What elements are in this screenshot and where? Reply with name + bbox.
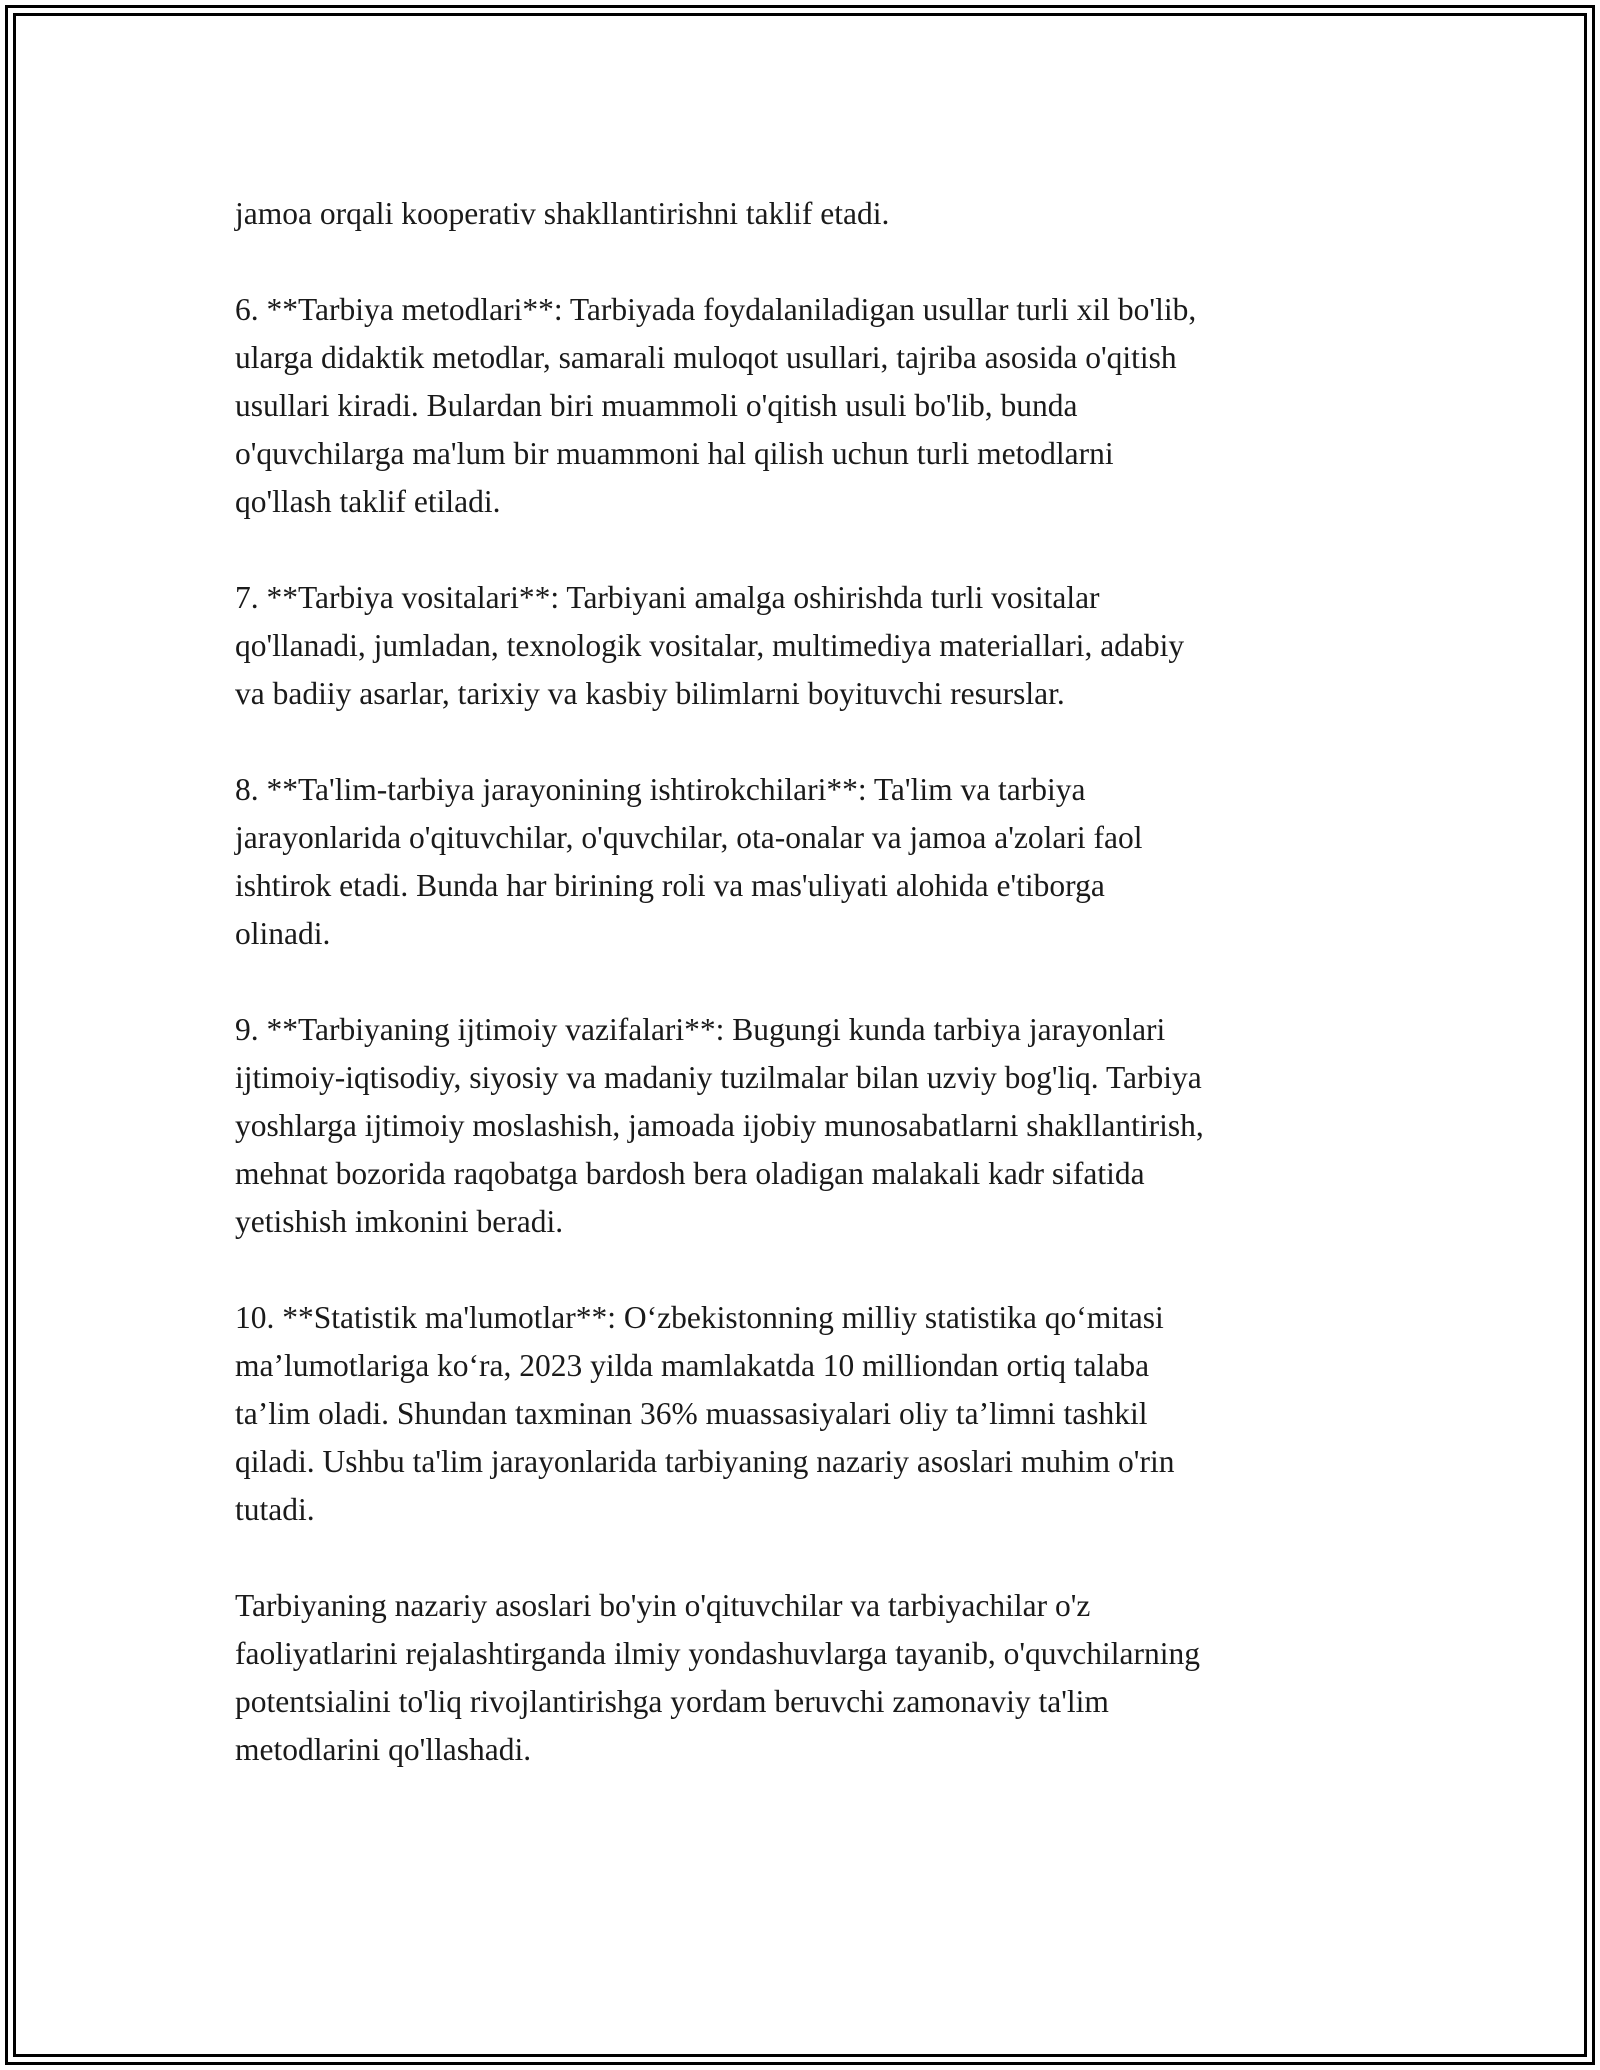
text-line: ularga didaktik metodlar, samarali muloqot usullari, tajriba asosida o'qitish bbox=[235, 340, 1177, 375]
text-line: Tarbiyaning nazariy asoslari bo'yin o'qituvchilar va tarbiyachilar o'z bbox=[235, 1588, 1091, 1623]
text-line: jarayonlarida o'qituvchilar, o'quvchilar, ota-onalar va jamoa a'zolari faol bbox=[235, 820, 1143, 855]
text-line: ijtimoiy-iqtisodiy, siyosiy va madaniy tuzilmalar bilan uzviy bog'liq. Tarbiya bbox=[235, 1060, 1202, 1095]
text-line: qo'llash taklif etiladi. bbox=[235, 484, 501, 519]
text-line: tutadi. bbox=[235, 1492, 315, 1527]
text-line: ma’lumotlariga koʻra, 2023 yilda mamlakatda 10 milliondan ortiq talaba bbox=[235, 1348, 1150, 1383]
text-line: 10. **Statistik ma'lumotlar**: Oʻzbekistonning milliy statistika qoʻmitasi bbox=[235, 1300, 1164, 1335]
text-line: yetishish imkonini beradi. bbox=[235, 1204, 564, 1239]
text-line: ta’lim oladi. Shundan taxminan 36% muassasiyalari oliy ta’limni tashkil bbox=[235, 1396, 1148, 1431]
text-line: potentsialini to'liq rivojlantirishga yordam beruvchi zamonaviy ta'lim bbox=[235, 1684, 1109, 1719]
text-line: 7. **Tarbiya vositalari**: Tarbiyani amalga oshirishda turli vositalar bbox=[235, 580, 1100, 615]
document-body bbox=[235, 190, 1385, 1774]
text-line: qo'llanadi, jumladan, texnologik vositalar, multimediya materiallari, adabiy bbox=[235, 628, 1185, 663]
text-line: o'quvchilarga ma'lum bir muammoni hal qilish uchun turli metodlarni bbox=[235, 436, 1114, 471]
text-line: 6. **Tarbiya metodlari**: Tarbiyada foydalaniladigan usullar turli xil bo'lib, bbox=[235, 292, 1197, 327]
text-line: jamoa orqali kooperativ shakllantirishni taklif etadi. bbox=[235, 196, 890, 231]
paragraph bbox=[235, 1006, 1385, 1246]
text-line: 9. **Tarbiyaning ijtimoiy vazifalari**: Bugungi kunda tarbiya jarayonlari bbox=[235, 1012, 1166, 1047]
text-line: yoshlarga ijtimoiy moslashish, jamoada ijobiy munosabatlarni shakllantirish, bbox=[235, 1108, 1204, 1143]
text-line: va badiiy asarlar, tarixiy va kasbiy bilimlarni boyituvchi resurslar. bbox=[235, 676, 1065, 711]
paragraph bbox=[235, 190, 1385, 238]
text-line: metodlarini qo'llashadi. bbox=[235, 1732, 532, 1767]
paragraph bbox=[235, 286, 1385, 526]
text-line: ishtirok etadi. Bunda har birining roli va mas'uliyati alohida e'tiborga bbox=[235, 868, 1105, 903]
text-line: faoliyatlarini rejalashtirganda ilmiy yondashuvlarga tayanib, o'quvchilarning bbox=[235, 1636, 1200, 1671]
text-line: olinadi. bbox=[235, 916, 331, 951]
paragraph bbox=[235, 1294, 1385, 1534]
text-line: qiladi. Ushbu ta'lim jarayonlarida tarbiyaning nazariy asoslari muhim o'rin bbox=[235, 1444, 1175, 1479]
paragraph bbox=[235, 574, 1385, 718]
text-line: 8. **Ta'lim-tarbiya jarayonining ishtirokchilari**: Ta'lim va tarbiya bbox=[235, 772, 1086, 807]
text-line: mehnat bozorida raqobatga bardosh bera oladigan malakali kadr sifatida bbox=[235, 1156, 1145, 1191]
paragraph bbox=[235, 766, 1385, 958]
text-line: usullari kiradi. Bulardan biri muammoli o'qitish usuli bo'lib, bunda bbox=[235, 388, 1078, 423]
paragraph bbox=[235, 1582, 1385, 1774]
